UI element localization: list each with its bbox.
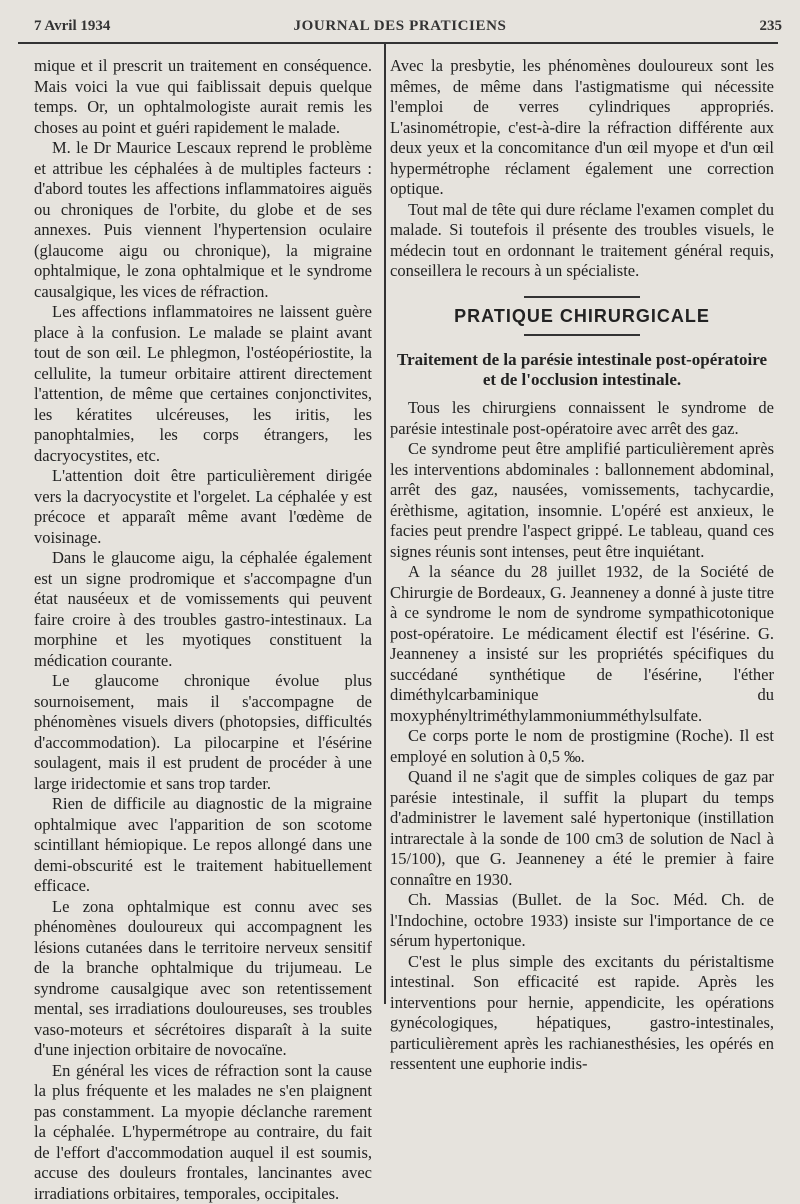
header-rule (18, 42, 778, 44)
paragraph: Ce corps porte le nom de prostigmine (Roche). Il est employé en solution à 0,5 ‰. (390, 726, 774, 767)
column-divider (384, 44, 386, 1004)
paragraph: Tout mal de tête qui dure réclame l'examen complet du malade. Si toutefois il présente des troubles visuels, le médecin tout en ordonnant le traitement général requis, conseillera le recours à un spécialiste. (390, 200, 774, 282)
page-header (0, 18, 800, 42)
paragraph: Le glaucome chronique évolue plus sournoisement, mais il s'accompagne de phénomènes visuels divers (photopsies, difficultés d'accommodation). La pilocarpine et l'ésérine soulagent, mais il est prudent de procéder à une large iridectomie et sans trop tarder. (34, 671, 372, 794)
journal-title: JOURNAL DES PRATICIENS (0, 18, 800, 35)
paragraph: Les affections inflammatoires ne laissent guère place à la confusion. Le malade se plaint avant tout de son œil. Le phlegmon, l'ostéopériostite, la cellulite, la tumeur orbitaire attirent directement l'attention, de même que certaines conjonctivites, les kératites ulcéreuses, les iritis, les panophtalmies, les corps étrangers, les dacryocystites, etc. (34, 302, 372, 466)
section-title: PRATIQUE CHIRURGICALE (390, 298, 774, 335)
paragraph: Avec la presbytie, les phénomènes douloureux sont les mêmes, de même dans l'astigmatisme qui nécessite l'emploi de verres cylindriques appropriés. L'asinométropie, c'est-à-dire la réfraction différente aux deux yeux et la concomitance d'un œil myope et d'un œil hypermétrophe réclament également une correction optique. (390, 56, 774, 200)
paragraph: C'est le plus simple des excitants du péristaltisme intestinal. Son efficacité est rapide. Après les interventions pour hernie, appendicite, les opérations gynécologiques, hépatiques, gastro-intestinales, particulièrement après les rachianesthésies, les opérés en ressentent une euphorie indis- (390, 952, 774, 1075)
paragraph: Le zona ophtalmique est connu avec ses phénomènes douloureux qui accompagnent les lésions cutanées dans le territoire nerveux sensitif de la branche ophtalmique du trijumeau. Le syndrome causalgique avec son retentissement mental, ses irradiations douloureuses, ses troubles vaso-moteurs et sécrétoires disparaît à la suite d'une injection orbitaire de novocaïne. (34, 897, 372, 1061)
right-column (390, 56, 774, 1075)
paragraph: Tous les chirurgiens connaissent le syndrome de parésie intestinale post-opératoire avec arrêt des gaz. (390, 398, 774, 439)
article-title: Traitement de la parésie intestinale post-opératoire et de l'occlusion intestinale. (390, 350, 774, 390)
paragraph: Ce syndrome peut être amplifié particulièrement après les interventions abdominales : ballonnement abdominal, arrêt des gaz, nausées, vomissements, tachycardie, érèthisme, agitation, insomnie. L'opéré est anxieux, le facies peut prendre l'aspect grippé. Le tableau, quand ces signes réunis sont intenses, peut être inquiétant. (390, 439, 774, 562)
paragraph: Quand il ne s'agit que de simples coliques de gaz par parésie intestinale, il suffit la plupart du temps d'administrer le lavement salé hypertonique (instillation intrarectale à la sonde de 100 cm3 de solution de Nacl à 15/100), que G. Jeanneney a été le premier à faire connaître en 1930. (390, 767, 774, 890)
paragraph: Ch. Massias (Bullet. de la Soc. Méd. Ch. de l'Indochine, octobre 1933) insiste sur l'importance de ce sérum hypertonique. (390, 890, 774, 952)
page-number: 235 (760, 18, 783, 35)
issue-date: 7 Avril 1934 (34, 18, 110, 35)
paragraph: mique et il prescrit un traitement en conséquence. Mais voici la vue qui faiblissait depuis quelque temps. Or, un ophtalmologiste aurait remis les choses au point et guéri rapidement le malade. (34, 56, 372, 138)
paragraph: Dans le glaucome aigu, la céphalée également est un signe prodromique et s'accompagne d'un état nauséeux et de vomissements qui peuvent faire croire à des troubles gastro-intestinaux. La morphine et les myotiques constituent la médication courante. (34, 548, 372, 671)
section-rule-bottom (524, 334, 640, 336)
paragraph: M. le Dr Maurice Lescaux reprend le problème et attribue les céphalées à de multiples facteurs : d'abord toutes les affections inflammatoires aiguës ou chroniques de l'orbite, du globe et de ses annexes. Puis viennent l'hypertension oculaire (glaucome aigu ou chronique), la migraine ophtalmique, le zona ophtalmique et le syndrome causalgique, les vices de réfraction. (34, 138, 372, 302)
paragraph: En général les vices de réfraction sont la cause la plus fréquente et les malades ne s'en plaignent pas constamment. La myopie déclanche rarement la céphalée. L'hypermétrope au contraire, du fait de l'effort d'accommodation auquel il est soumis, accuse des douleurs frontales, lancinantes avec irradiations orbitaires, temporales, occipitales. (34, 1061, 372, 1204)
paragraph: Rien de difficile au diagnostic de la migraine ophtalmique avec l'apparition de son scotome scintillant hémiopique. Le repos allongé dans une demi-obscurité est le traitement habituellement efficace. (34, 794, 372, 897)
paragraph: A la séance du 28 juillet 1932, de la Société de Chirurgie de Bordeaux, G. Jeanneney a donné à juste titre à ce syndrome le nom de syndrome sympathicotonique post-opératoire. Le médicament électif est l'ésérine. G. Jeanneney a insisté sur les propriétés spécifiques du succédané synthétique de l'ésérine, l'éther diméthylcarbaminique du moxyphényltriméthylammoniumméthylsulfate. (390, 562, 774, 726)
left-column (34, 56, 372, 1204)
paragraph: L'attention doit être particulièrement dirigée vers la dacryocystite et l'orgelet. La céphalée y est précoce et apparaît même avant l'œdème de voisinage. (34, 466, 372, 548)
section-heading (390, 296, 774, 337)
